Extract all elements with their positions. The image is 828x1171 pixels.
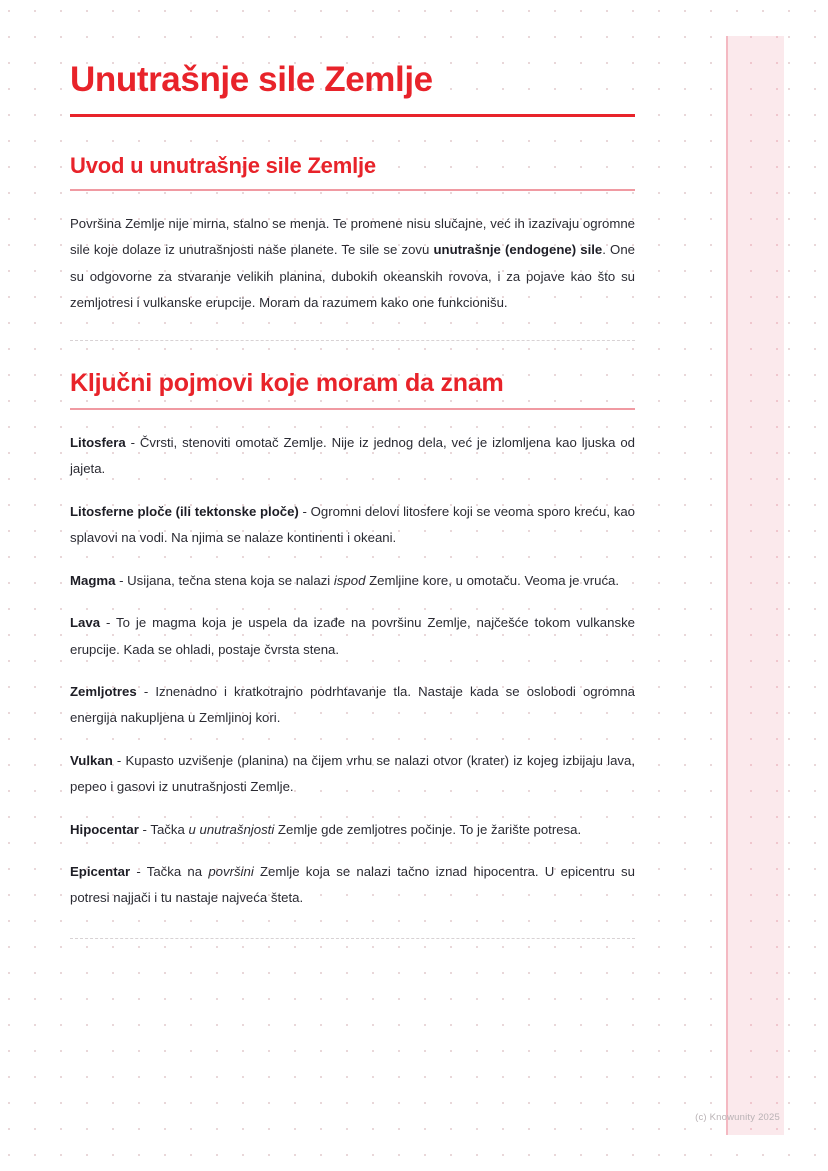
text-run: ispod [333, 572, 366, 588]
text-run: Zemlje koja se nalazi tačno iznad hipocentra. U epicentru su potresi najjači i tu nastaje najveća šteta. [70, 863, 635, 906]
text-run: Zemljine kore, u omotaču. Veoma je vruća. [365, 572, 620, 588]
term-entry [70, 748, 635, 801]
section-heading-intro: Uvod u unutrašnje sile Zemlje [70, 153, 376, 179]
page-title: Unutrašnje sile Zemlje [70, 60, 433, 99]
text-run: Površina Zemlje nije mirna, stalno se menja. Te promene nisu slučajne, već ih izazivaju ogromne sile koje dolaze iz unutrašnjosti naše planete. Te sile se zovu [70, 215, 635, 258]
section-heading-key-terms: Ključni pojmovi koje moram da znam [70, 369, 504, 398]
term-name: Litosfera [70, 435, 126, 451]
term-name: Litosferne ploče (ili tektonske ploče) [70, 503, 299, 519]
section-divider-key-terms [70, 408, 635, 410]
term-entry [70, 610, 635, 663]
text-run: Zemlje gde zemljotres počinje. To je žarište potresa. [274, 821, 582, 837]
term-name: Vulkan [70, 752, 113, 768]
term-name: Magma [70, 572, 116, 588]
bottom-divider [70, 938, 635, 939]
term-entry [70, 859, 635, 912]
text-run: - Iznenadno i kratkotrajno podrhtavanje tla. Nastaje kada se oslobodi ogromna energija nakupljena u Zemljinoj kori. [70, 683, 635, 726]
term-name: Zemljotres [70, 683, 137, 699]
term-name: Epicentar [70, 863, 131, 879]
section-divider-intro [70, 189, 635, 191]
text-run: - To je magma koja je uspela da izađe na površinu Zemlje, najčešće tokom vulkanske erupcije. Kada se ohladi, postaje čvrsta stena. [70, 615, 635, 657]
document-content [70, 60, 635, 939]
right-margin-strip [726, 36, 784, 1135]
text-run: unutrašnje (endogene) sile [433, 242, 603, 258]
title-divider [70, 114, 635, 117]
text-run: - Ogromni delovi litosfere koji se veoma sporo kreću, kao splavovi na vodi. Na njima se nalaze kontinenti i okeani. [70, 503, 635, 546]
text-run: . One su odgovorne za stvaranje velikih planina, dubokih okeanskih rovova, i za pojave kao što su zemljotresi i vulkanske erupcije. Moram da razumem kako one funkcionišu. [70, 242, 635, 311]
term-name: Hipocentar [70, 821, 139, 837]
dashed-divider [70, 340, 635, 341]
footer-credit: (c) Knowunity 2025 [695, 1112, 780, 1123]
text-run: - Tačka na [130, 863, 209, 879]
term-entry [70, 499, 635, 552]
text-run: - Čvrsti, stenoviti omotač Zemlje. Nije iz jednog dela, već je izlomljena kao ljuska od jajeta. [70, 435, 635, 477]
term-name: Lava [70, 615, 101, 631]
term-entry [70, 817, 635, 843]
intro-paragraph [70, 211, 635, 317]
text-run: - Kupasto uzvišenje (planina) na čijem vrhu se nalazi otvor (krater) iz kojeg izbijaju lava, pepeo i gasovi iz unutrašnjosti Zemlje. [70, 752, 635, 795]
term-entry [70, 679, 635, 732]
text-run: - Usijana, tečna stena koja se nalazi [115, 572, 334, 588]
term-entry [70, 568, 635, 594]
terms-list [70, 430, 635, 912]
text-run: u unutrašnjosti [188, 821, 275, 837]
text-run: - Tačka [138, 821, 189, 837]
text-run: površini [208, 863, 254, 879]
term-entry [70, 430, 635, 483]
